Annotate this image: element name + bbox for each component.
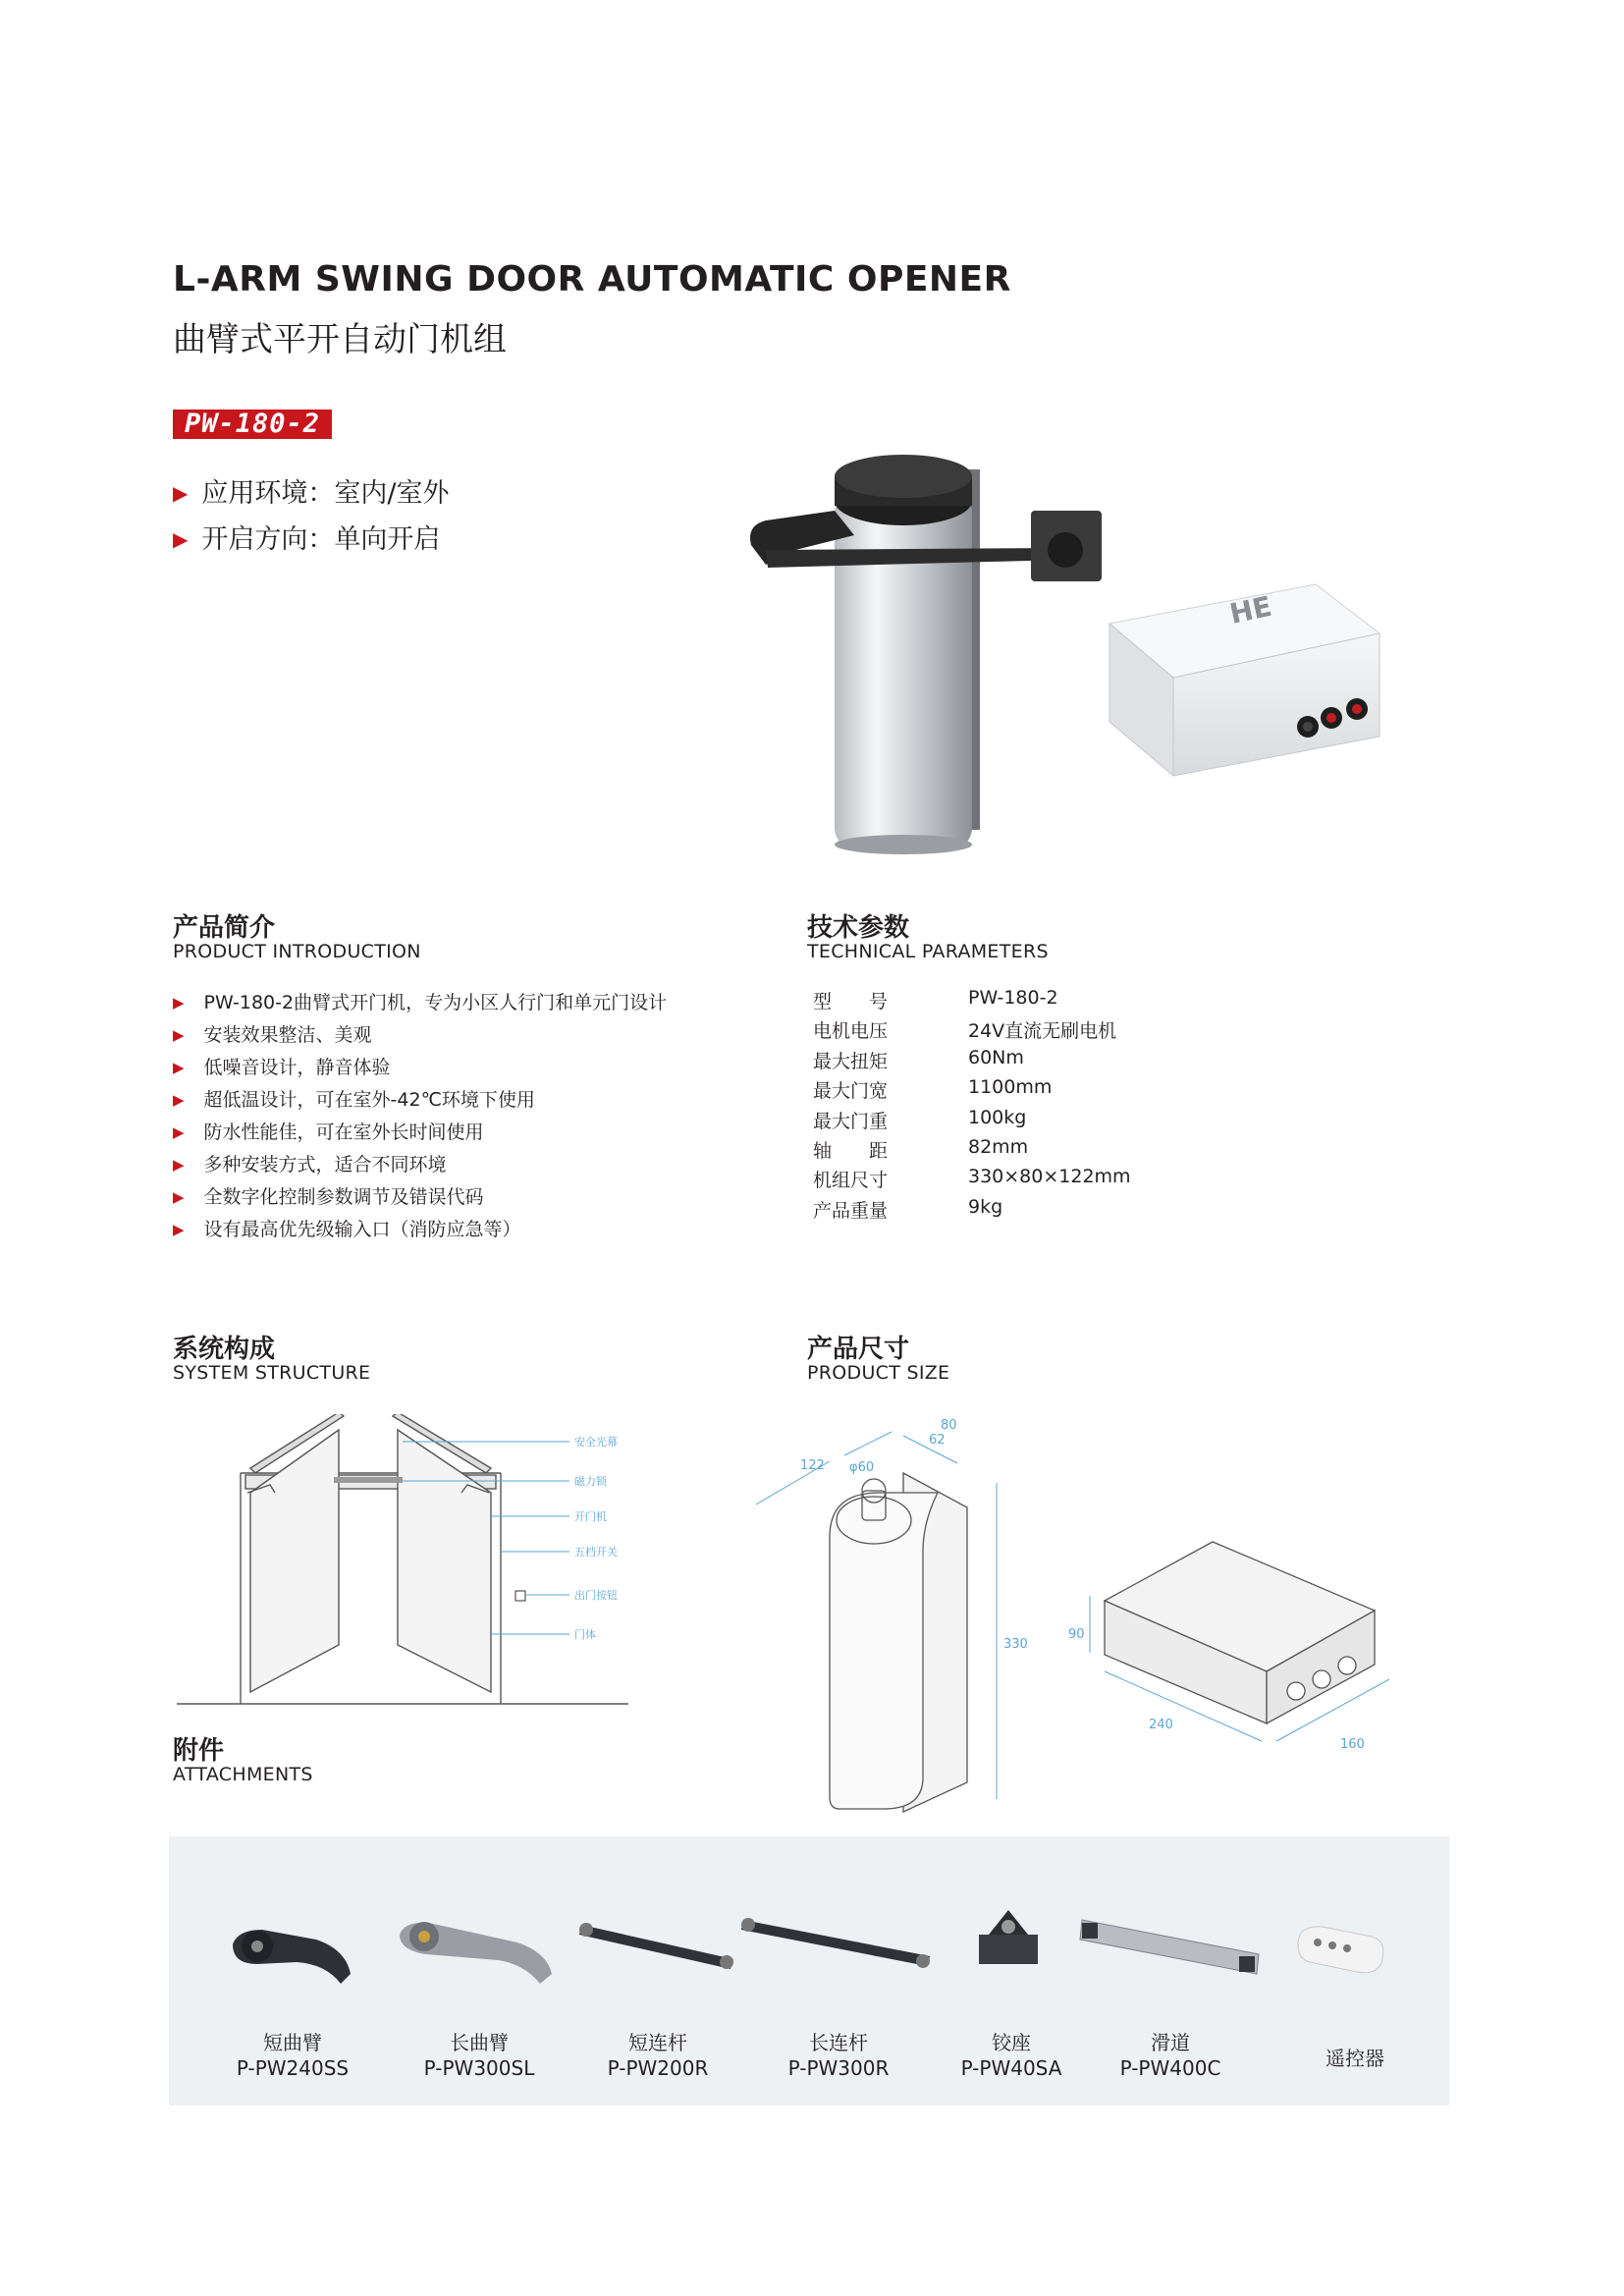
intro-item: ▶ 防水性能佳，可在室外长时间使用 (173, 1121, 484, 1143)
intro-item: ▶ 全数字化控制参数调节及错误代码 (173, 1186, 484, 1208)
dim-label-phi60: φ60 (849, 1460, 875, 1475)
short-arm-image (233, 1930, 351, 1984)
long-rod-image (741, 1918, 930, 1968)
bullet-triangle-icon: ▶ (173, 1123, 185, 1141)
intro-list (173, 988, 762, 1247)
dim-label-122: 122 (800, 1458, 825, 1473)
dim-label-330: 330 (1003, 1637, 1028, 1652)
product-size-diagram (746, 1414, 1434, 1827)
size-title-cn: 产品尺寸 (807, 1335, 910, 1364)
attachment-name: 铰座 (992, 2031, 1031, 2054)
system-structure-diagram (177, 1414, 668, 1709)
intro-item: ▶ 安装效果整洁、美观 (173, 1024, 372, 1046)
feature-direction: ▶ 开启方向：单向开启 (173, 524, 441, 555)
attachment-code: P-PW40SA (960, 2056, 1062, 2080)
params-title-cn: 技术参数 (807, 913, 910, 943)
model-badge: PW-180-2 (173, 410, 332, 439)
bullet-triangle-icon: ▶ (173, 1221, 185, 1238)
intro-item: ▶ 设有最高优先级输入口（消防应急等） (173, 1219, 521, 1240)
long-arm-image (400, 1922, 552, 1984)
structure-title-cn: 系统构成 (173, 1335, 276, 1364)
product-hero-image (736, 452, 1404, 864)
param-row: 型 号 PW-180-2 (813, 987, 1058, 1012)
structure-title-en: SYSTEM STRUCTURE (173, 1362, 371, 1384)
structure-label-exit-button: 出门按钮 (574, 1589, 618, 1602)
attachment-name: 短曲臂 (263, 2031, 322, 2054)
attachment-name: 滑道 (1151, 2031, 1190, 2054)
bullet-triangle-icon: ▶ (173, 1188, 185, 1206)
slide-rail-image (1080, 1920, 1259, 1974)
intro-item: ▶ PW-180-2曲臂式开门机，专为小区人行门和单元门设计 (173, 992, 668, 1013)
remote-control-image (1298, 1927, 1383, 1973)
param-row: 产品重量 9kg (813, 1195, 1003, 1222)
page-title-en: L-ARM SWING DOOR AUTOMATIC OPENER (173, 259, 1011, 300)
attachments-images (169, 1836, 1449, 2033)
structure-label-magnetic-lock: 磁力锁 (574, 1475, 607, 1488)
bullet-triangle-icon: ▶ (173, 1156, 185, 1174)
short-rod-image (579, 1923, 733, 1969)
intro-item: ▶ 多种安装方式，适合不同环境 (173, 1154, 447, 1175)
intro-title-en: PRODUCT INTRODUCTION (173, 941, 421, 962)
attachments-title-en: ATTACHMENTS (173, 1764, 313, 1785)
bullet-triangle-icon: ▶ (173, 481, 189, 505)
attachments-title-cn: 附件 (173, 1736, 225, 1766)
bullet-triangle-icon: ▶ (173, 1026, 185, 1044)
attachment-name: 长曲臂 (450, 2031, 509, 2054)
dim-label-80: 80 (941, 1418, 957, 1433)
attachment-name: 短连杆 (628, 2031, 687, 2054)
intro-item: ▶ 低噪音设计，静音体验 (173, 1057, 391, 1078)
bullet-triangle-icon: ▶ (173, 527, 189, 551)
dim-label-90: 90 (1068, 1627, 1085, 1642)
structure-label-door-leaf: 门体 (574, 1628, 596, 1641)
bullet-triangle-icon: ▶ (173, 1059, 185, 1076)
attachment-name: 遥控器 (1326, 2047, 1384, 2070)
svg-text:HE: HE (1226, 589, 1275, 630)
attachment-code: P-PW300SL (423, 2056, 535, 2080)
attachment-code: P-PW300R (787, 2056, 890, 2080)
attachment-name: 长连杆 (809, 2031, 868, 2054)
size-title-en: PRODUCT SIZE (807, 1362, 950, 1384)
param-row: 电机电压 24V直流无刷电机 (813, 1020, 1117, 1043)
structure-label-opener: 开门机 (574, 1510, 607, 1523)
param-row: 最大门宽 1100mm (813, 1076, 1053, 1103)
structure-label-light-curtain: 安全光幕 (574, 1436, 618, 1449)
param-row: 最大门重 100kg (813, 1106, 1027, 1132)
param-row: 机组尺寸 330×80×122mm (813, 1166, 1131, 1192)
dim-label-160: 160 (1340, 1737, 1365, 1752)
attachment-code: P-PW400C (1119, 2056, 1221, 2080)
hinge-seat-image (979, 1910, 1038, 1964)
bullet-triangle-icon: ▶ (173, 1091, 185, 1109)
params-title-en: TECHNICAL PARAMETERS (807, 941, 1049, 962)
params-table (813, 987, 1131, 1226)
feature-environment: ▶ 应用环境：室内/室外 (173, 478, 450, 509)
intro-title-cn: 产品简介 (173, 913, 276, 943)
bullet-triangle-icon: ▶ (173, 994, 185, 1011)
dim-label-240: 240 (1149, 1718, 1173, 1732)
param-row: 最大扭矩 60Nm (813, 1046, 1024, 1072)
param-row: 轴 距 82mm (813, 1135, 1029, 1162)
attachment-code: P-PW200R (607, 2056, 709, 2080)
dim-label-62: 62 (929, 1433, 946, 1448)
structure-label-switch: 五档开关 (574, 1546, 618, 1558)
attachment-code: P-PW240SS (236, 2056, 350, 2080)
page-title-cn: 曲臂式平开自动门机组 (173, 320, 507, 359)
intro-item: ▶ 超低温设计，可在室外-42℃环境下使用 (173, 1089, 535, 1111)
